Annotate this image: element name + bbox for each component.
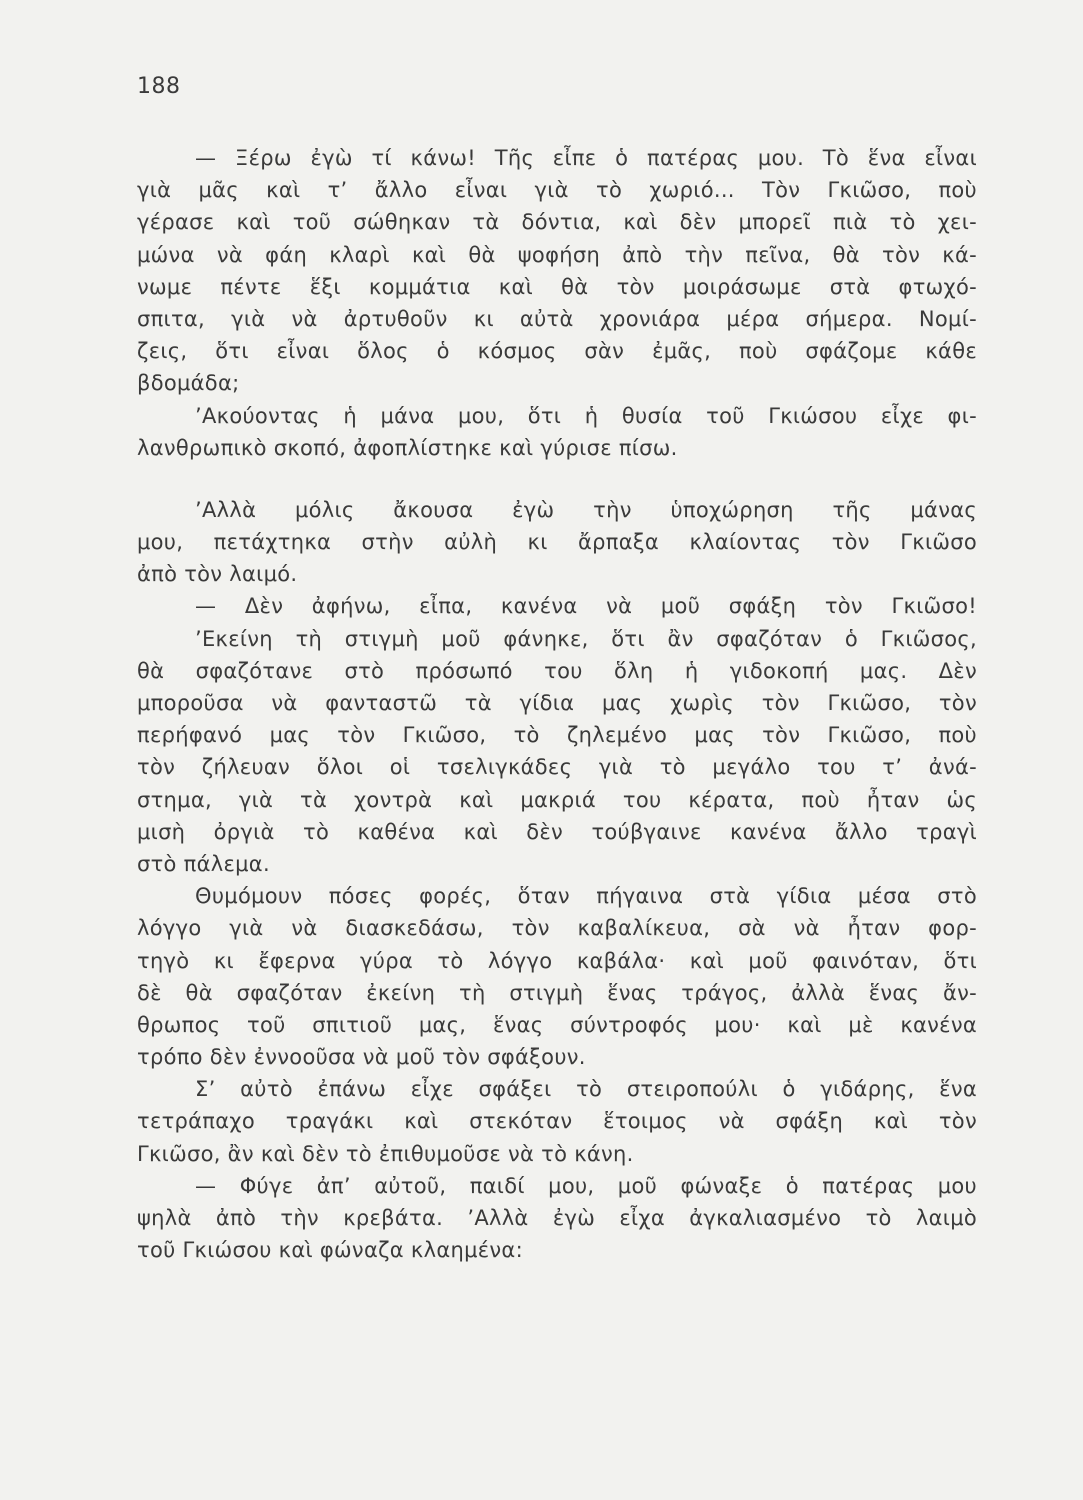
- text-line: λανθρωπικὸ σκοπό, ἀφοπλίστηκε καὶ γύρισε πίσω.: [137, 435, 678, 460]
- text-line: Γκιῶσο, ἂν καὶ δὲν τὸ ἐπιθυμοῦσε νὰ τὸ κάνη.: [137, 1141, 634, 1166]
- text-line: — Ξέρω ἐγὼ τί κάνω! Τῆς εἶπε ὁ πατέρας μου. Τὸ ἕνα εἶναι: [195, 146, 977, 170]
- text-line: νωμε πέντε ἕξι κομμάτια καὶ θὰ τὸν μοιράσωμε στὰ φτωχό-: [137, 274, 977, 299]
- text-line: τρόπο δὲν ἐννοοῦσα νὰ μοῦ τὸν σφάξουν.: [137, 1045, 586, 1070]
- text-line: μου, πετάχτηκα στὴν αὐλὴ κι ἄρπαξα κλαίοντας τὸν Γκιῶσο: [137, 530, 977, 555]
- paragraph-gap: [137, 464, 977, 494]
- text-line: μποροῦσα νὰ φανταστῶ τὰ γίδια μας χωρὶς τὸν Γκιῶσο, τὸν: [137, 691, 977, 715]
- text-line: ψηλὰ ἀπὸ τὴν κρεβάτα. ’Αλλὰ ἐγὼ εἶχα ἀγκαλιασμένο τὸ λαιμὸ: [137, 1206, 977, 1230]
- text-line: Σ’ αὐτὸ ἐπάνω εἶχε σφάξει τὸ στειροπούλι ὁ γιδάρης, ἕνα: [195, 1077, 977, 1102]
- text-line: μώνα νὰ φάη κλαρὶ καὶ θὰ ψοφήση ἀπὸ τὴν πεῖνα, θὰ τὸν κά-: [137, 242, 977, 267]
- text-line: στημα, γιὰ τὰ χοντρὰ καὶ μακριά του κέρατα, ποὺ ἦταν ὡς: [137, 787, 977, 812]
- text-line: ’Ακούοντας ἡ μάνα μου, ὅτι ἡ θυσία τοῦ Γκιώσου εἶχε φι-: [195, 403, 977, 428]
- text-line: βδομάδα;: [137, 371, 240, 396]
- text-line: τοῦ Γκιώσου καὶ φώναζα κλαημένα:: [137, 1238, 523, 1263]
- text-line: τηγὸ κι ἔφερνα γύρα τὸ λόγγο καβάλα· καὶ μοῦ φαινόταν, ὅτι: [137, 948, 977, 973]
- text-line: γέρασε καὶ τοῦ σώθηκαν τὰ δόντια, καὶ δὲν μπορεῖ πιὰ τὸ χει-: [137, 210, 977, 235]
- text-line: περήφανό μας τὸν Γκιῶσο, τὸ ζηλεμένο μας τὸν Γκιῶσο, ποὺ: [137, 723, 977, 748]
- text-line: λόγγο γιὰ νὰ διασκεδάσω, τὸν καβαλίκευα, σὰ νὰ ἦταν φορ-: [137, 916, 977, 941]
- text-line: ζεις, ὅτι εἶναι ὅλος ὁ κόσμος σὰν ἐμᾶς, ποὺ σφάζομε κάθε: [137, 339, 977, 364]
- text-line: μισὴ ὀργιὰ τὸ καθένα καὶ δὲν τούβγαινε κανένα ἄλλο τραγὶ: [137, 819, 977, 844]
- body-text: [137, 142, 977, 1266]
- text-line: στὸ πάλεμα.: [137, 851, 270, 876]
- text-line: γιὰ μᾶς καὶ τ’ ἄλλο εἶναι γιὰ τὸ χωριό... Τὸν Γκιῶσο, ποὺ: [137, 178, 977, 203]
- text-line: ’Αλλὰ μόλις ἄκουσα ἐγὼ τὴν ὑποχώρηση τῆς μάνας: [195, 497, 977, 522]
- text-line: — Δὲν ἀφήνω, εἶπα, κανένα νὰ μοῦ σφάξη τὸν Γκιῶσο!: [195, 594, 977, 619]
- text-line: τετράπαχο τραγάκι καὶ στεκόταν ἕτοιμος νὰ σφάξη καὶ τὸν: [137, 1109, 977, 1134]
- text-line: — Φύγε ἀπ’ αὐτοῦ, παιδί μου, μοῦ φώναξε ὁ πατέρας μου: [195, 1173, 977, 1198]
- text-line: θὰ σφαζότανε στὸ πρόσωπό του ὅλη ἡ γιδοκοπή μας. Δὲν: [137, 658, 977, 683]
- text-line: δὲ θὰ σφαζόταν ἐκείνη τὴ στιγμὴ ἕνας τράγος, ἀλλὰ ἕνας ἄν-: [137, 980, 977, 1005]
- text-line: Θυμόμουν πόσες φορές, ὅταν πήγαινα στὰ γίδια μέσα στὸ: [195, 884, 977, 909]
- text-line: τὸν ζήλευαν ὅλοι οἱ τσελιγκάδες γιὰ τὸ μεγάλο του τ’ ἀνά-: [137, 755, 977, 780]
- text-line: σπιτα, γιὰ νὰ ἀρτυθοῦν κι αὐτὰ χρονιάρα μέρα σήμερα. Νομί-: [137, 306, 977, 331]
- text-line: ’Εκείνη τὴ στιγμὴ μοῦ φάνηκε, ὅτι ἂν σφαζόταν ὁ Γκιῶσος,: [195, 626, 977, 651]
- page-number: 188: [137, 74, 181, 99]
- text-line: ἀπὸ τὸν λαιμό.: [137, 562, 298, 587]
- text-line: θρωπος τοῦ σπιτιοῦ μας, ἕνας σύντροφός μου· καὶ μὲ κανένα: [137, 1012, 977, 1037]
